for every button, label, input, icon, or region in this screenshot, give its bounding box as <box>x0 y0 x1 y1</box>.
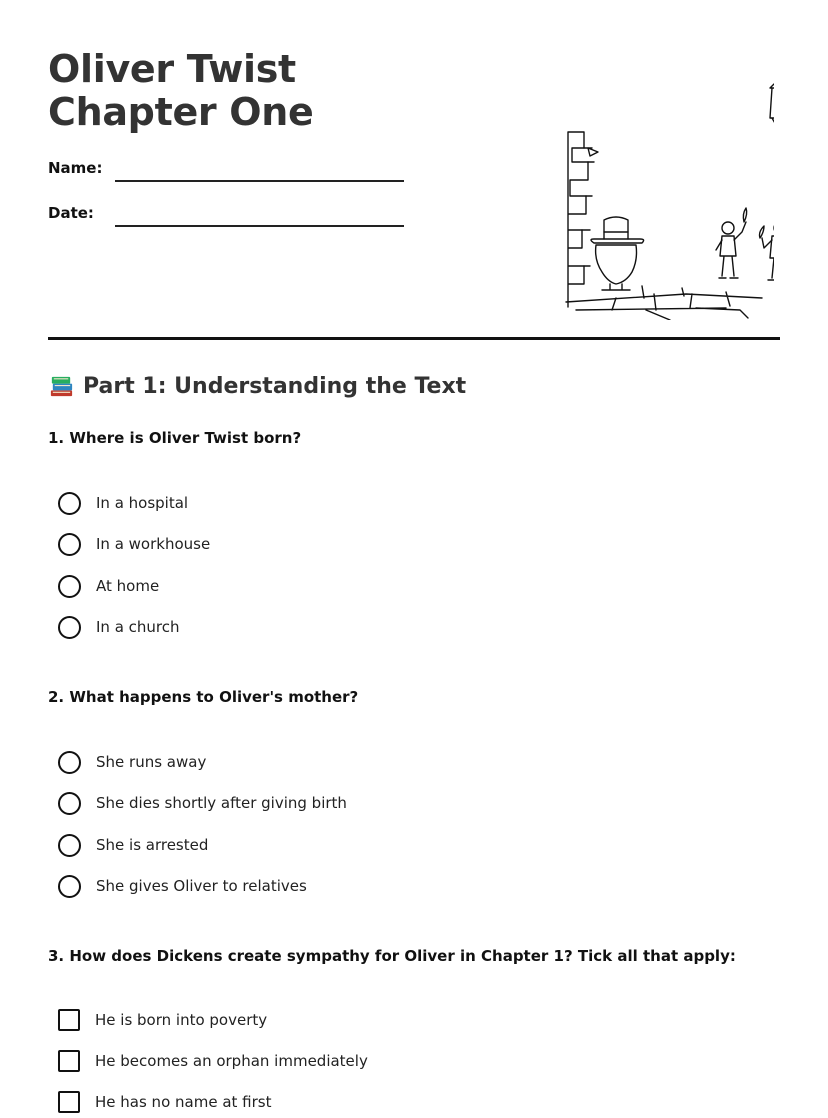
q1-option-3[interactable] <box>58 574 159 598</box>
q1-option-2[interactable] <box>58 532 210 556</box>
radio-button[interactable] <box>58 792 81 815</box>
checkbox[interactable] <box>58 1009 80 1031</box>
question-2: 2. What happens to Oliver's mother? <box>48 688 359 706</box>
option-label: She gives Oliver to relatives <box>96 877 307 895</box>
name-answer-line[interactable] <box>115 180 404 182</box>
books-icon <box>48 373 75 400</box>
radio-button[interactable] <box>58 575 81 598</box>
option-label: She runs away <box>96 753 207 771</box>
option-label: He has no name at first <box>95 1093 272 1111</box>
name-label: Name: <box>48 159 103 177</box>
question-1: 1. Where is Oliver Twist born? <box>48 429 302 447</box>
radio-button[interactable] <box>58 533 81 556</box>
radio-button[interactable] <box>58 834 81 857</box>
worksheet-title: Oliver Twist Chapter One <box>48 47 314 134</box>
q2-option-3[interactable] <box>58 833 208 857</box>
radio-button[interactable] <box>58 875 81 898</box>
q2-option-4[interactable] <box>58 874 307 898</box>
option-label: At home <box>96 577 160 595</box>
q1-option-1[interactable] <box>58 491 188 515</box>
option-label: In a hospital <box>96 494 189 512</box>
date-label: Date: <box>48 204 94 222</box>
option-label: In a church <box>96 618 180 636</box>
q2-option-1[interactable] <box>58 750 206 774</box>
part1-heading-text: Part 1: Understanding the Text <box>83 374 467 399</box>
q3-option-3[interactable] <box>58 1090 271 1114</box>
radio-button[interactable] <box>58 616 81 639</box>
checkbox[interactable] <box>58 1050 80 1072</box>
date-answer-line[interactable] <box>115 225 404 227</box>
section-divider <box>48 337 780 340</box>
checkbox[interactable] <box>58 1091 80 1113</box>
date-field[interactable] <box>48 204 408 228</box>
q3-option-2[interactable] <box>58 1049 368 1073</box>
option-label: In a workhouse <box>96 535 211 553</box>
radio-button[interactable] <box>58 492 81 515</box>
q1-option-4[interactable] <box>58 615 180 639</box>
radio-button[interactable] <box>58 751 81 774</box>
part1-heading <box>48 373 466 400</box>
option-label: He is born into poverty <box>95 1011 268 1029</box>
q2-option-2[interactable] <box>58 791 347 815</box>
q3-option-1[interactable] <box>58 1008 267 1032</box>
name-field[interactable] <box>48 159 408 183</box>
option-label: He becomes an orphan immediately <box>95 1052 368 1070</box>
question-3: 3. How does Dickens create sympathy for Oliver in Chapter 1? Tick all that apply: <box>48 947 736 965</box>
victorian-street-scene-illustration <box>516 62 774 320</box>
option-label: She is arrested <box>96 836 209 854</box>
option-label: She dies shortly after giving birth <box>96 794 347 812</box>
